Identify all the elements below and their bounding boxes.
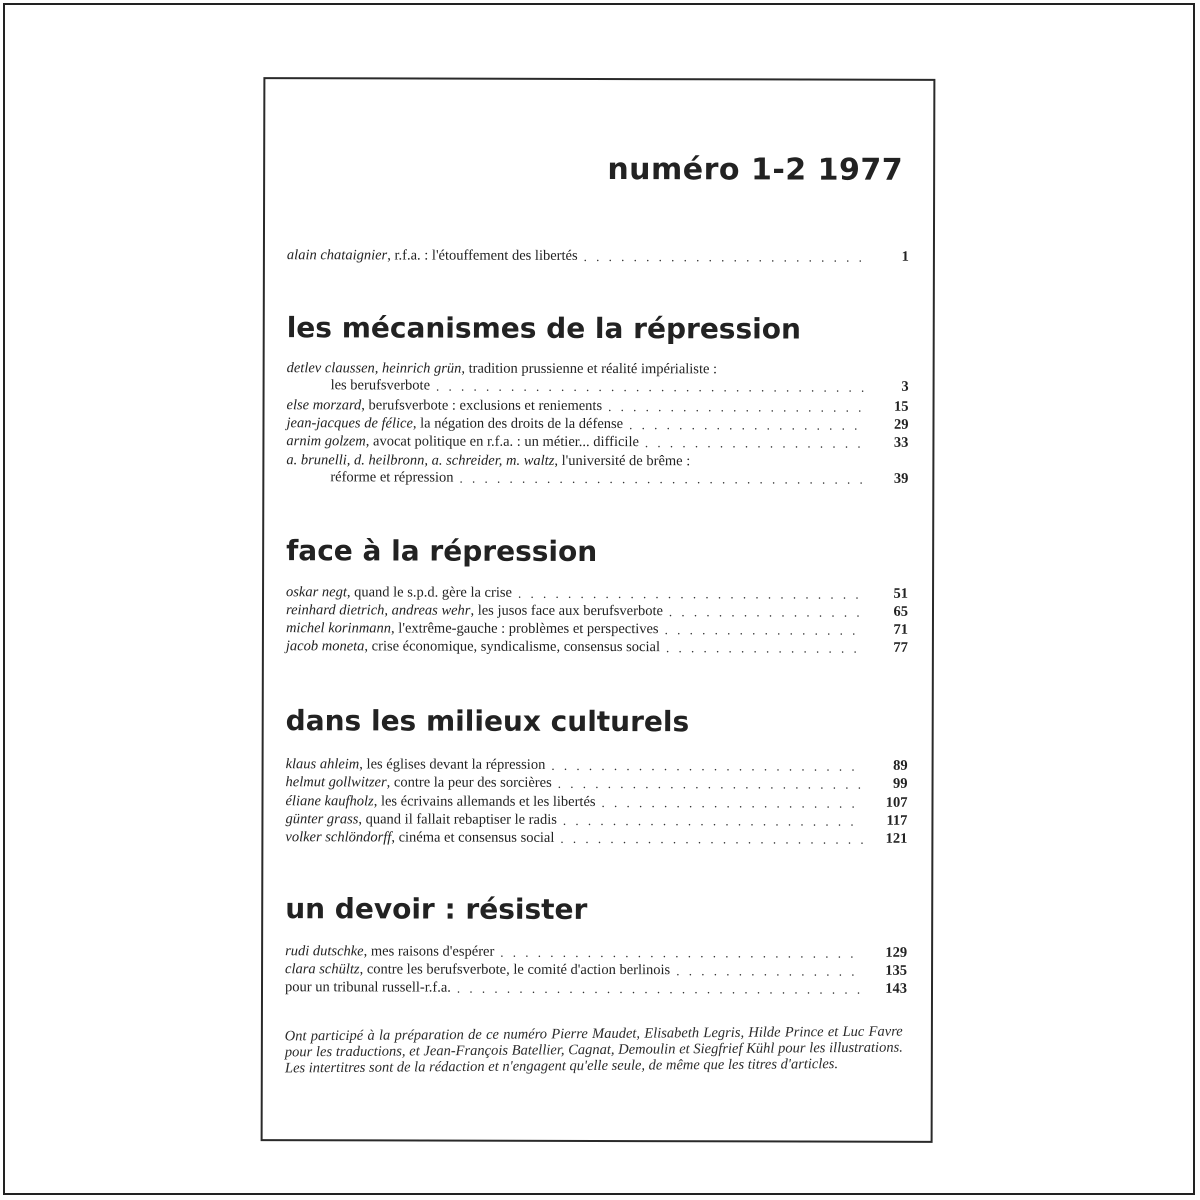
toc-entry [286,452,908,488]
entry-title: , crise économique, syndicalisme, consensus social [364,638,661,656]
entry-title: , mes raisons d'espérer [363,943,495,960]
entry-author: arnim golzem [286,433,366,450]
dot-leader [666,639,864,657]
dot-leader [602,794,864,812]
dot-leader [669,603,864,621]
entry-title-continued: réforme et répression [330,469,454,486]
toc-entry [285,811,907,830]
entry-title: pour un tribunal russell-r.f.a. [284,979,451,996]
toc-entry [287,397,909,416]
entry-author: volker schlöndorff [285,829,392,846]
entry-author: éliane kaufholz [285,793,374,810]
entry-page: 1 [901,248,909,265]
entry-author: alain chataignier [286,247,388,264]
entry-page: 71 [893,621,908,638]
entry-author: clara schültz [285,961,360,978]
dot-leader [560,830,863,848]
dot-leader [645,434,865,452]
entry-title: , contre les berufsverbote, le comité d'action berlinois [359,961,671,979]
entry-author: jacob moneta [285,638,365,655]
entry-title: , r.f.a. : l'étouffement des libertés [387,247,578,264]
entry-author: günter grass [285,811,359,828]
toc-entry [285,961,907,980]
toc-entry [286,433,908,452]
toc-entry [286,756,908,775]
entry-page: 29 [893,416,909,433]
section-title: dans les milieux culturels [285,704,690,739]
section-title: face à la répression [286,534,598,568]
dot-leader [608,398,864,416]
credits-note: Ont participé à la préparation de ce numéro Pierre Maudet, Elisabeth Legris, Hilde Prince et Luc Favre pour les traductions, et Jean-François Batellier, Cagnat, Demoulin et Siegfrief Kühl pour les illustrations. Les intertitres sont de la rédaction et n'engagent qu'elle seule, de même que les titres d'articles. [284,1023,903,1077]
entry-author: reinhard dietrich, andreas wehr [285,602,471,619]
toc-entry [286,774,908,793]
entry-author: oskar negt [286,584,347,601]
toc-entry [286,602,908,621]
dot-leader [558,775,864,793]
toc-entry [286,415,908,434]
dot-leader [629,416,864,434]
entry-title: , tradition prussienne et réalité impérialiste : [461,360,718,378]
entry-title: , les jusos face aux berufsverbote [470,602,663,620]
toc-entry [285,829,907,848]
entry-title: , quand il fallait rebaptiser le radis [358,811,557,828]
toc-entry [286,584,908,603]
entry-page: 39 [893,470,909,487]
toc-entry-intro [287,247,909,266]
entry-page: 117 [886,812,908,829]
entry-title: , avocat politique en r.f.a. : un métier... difficile [365,433,639,451]
dot-leader [563,812,864,830]
entry-title: , contre la peur des sorcières [386,774,552,791]
entry-page: 65 [893,603,909,620]
dot-leader [584,248,865,266]
entry-page: 51 [893,585,909,602]
entry-page: 129 [885,944,908,961]
entry-author: a. brunelli, d. heilbronn, a. schreider, m. waltz [286,452,555,469]
entry-title: , les écrivains allemands et les libertés [373,793,596,810]
dot-leader [518,585,864,603]
entry-author: michel korinmann [285,620,392,637]
entry-title: , la négation des droits de la défense [412,415,624,433]
entry-title: , cinéma et consensus social [391,829,555,846]
entry-title: , l'université de brême : [554,452,691,470]
entry-title: , quand le s.p.d. gère la crise [346,584,512,601]
entry-author: rudi dutschke [285,943,364,960]
entry-page: 77 [893,639,908,656]
dot-leader [436,378,865,396]
entry-page: 33 [893,434,909,451]
table-of-contents [261,77,936,1143]
dot-leader [676,962,863,979]
entry-author: else morzard [286,397,362,414]
entry-page: 107 [885,794,908,811]
entry-author: detlev claussen, heinrich grün [286,360,462,377]
toc-entry [287,360,909,396]
entry-author: jean-jacques de félice [286,415,413,432]
entry-page: 143 [885,980,908,997]
dot-leader [551,757,863,775]
entry-page: 15 [894,398,909,415]
dot-leader [665,621,864,639]
toc-entry [285,979,907,998]
entry-title-continued: les berufsverbote [330,377,431,394]
entry-author: helmut gollwitzer [285,774,387,791]
entry-page: 135 [885,962,908,979]
entry-page: 121 [885,830,908,847]
section-title: un devoir : résister [285,892,588,926]
toc-entry [286,638,908,657]
toc-entry [285,793,907,812]
toc-entry [285,943,907,962]
entry-page: 3 [901,378,909,395]
entry-title: , les églises devant la répression [359,756,546,773]
dot-leader [500,944,863,962]
issue-title: numéro 1-2 1977 [607,152,904,188]
entry-page: 89 [893,757,908,774]
entry-title: , l'extrême-gauche : problèmes et perspectives [391,620,659,638]
entry-page: 99 [893,775,908,792]
dot-leader [460,470,865,488]
section-title: les mécanismes de la répression [286,311,801,346]
entry-author: klaus ahleim [285,756,360,773]
toc-entry [286,620,908,639]
dot-leader [457,980,863,998]
entry-title: , berufsverbote : exclusions et reniements [361,397,603,415]
